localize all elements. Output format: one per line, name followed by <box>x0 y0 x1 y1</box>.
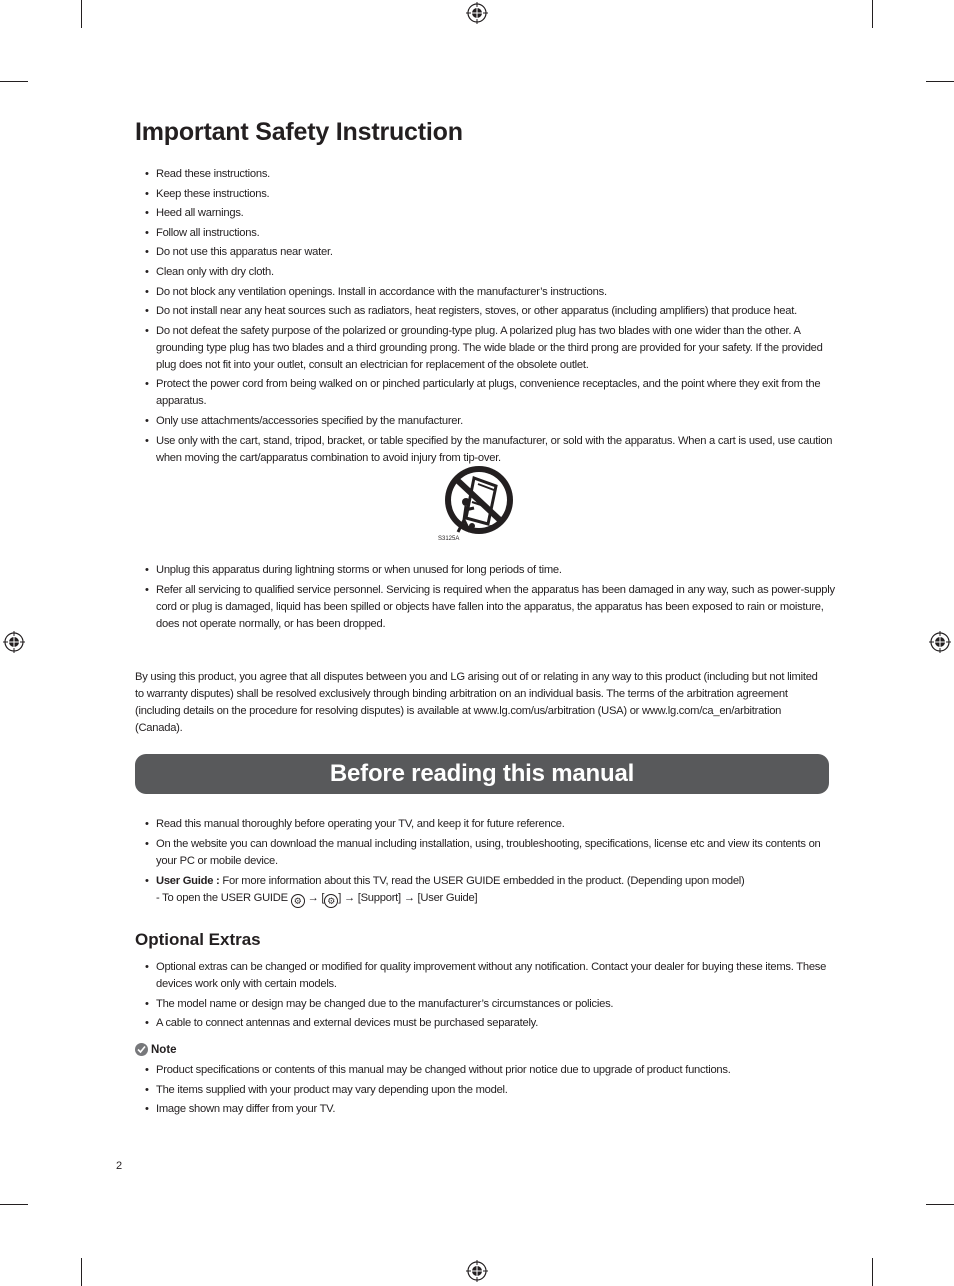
list-item: • Use only with the cart, stand, tripod, bracket, or table specified by the manufacturer, or sold with the apparatus. When a cart is used, use caution when moving the cart/apparatus combination to avoid injury from tip-over. <box>145 433 835 467</box>
crop-mark <box>926 81 954 82</box>
steps-path: ] → [Support] → [User Guide] <box>338 892 478 904</box>
list-item: • The model name or design may be changed due to the manufacturer’s circumstances or policies. <box>145 996 835 1013</box>
before-reading-banner <box>135 754 829 794</box>
crop-mark <box>872 1258 873 1286</box>
list-item: • The items supplied with your product may vary depending upon the model. <box>145 1082 835 1099</box>
list-item: • Keep these instructions. <box>145 186 835 203</box>
arbitration-paragraph: By using this product, you agree that all disputes between you and LG arising out of or relating in any way to this product (including but not limited to warranty disputes) shall be resolved exclusively through binding arbitration on an individual basis. The terms of the arbitration agreement (including details on the procedure for resolving disputes) is available at www.lg.com/us/arbitration (USA) or www.lg.com/ca_en/arbitration (Canada). <box>135 671 818 734</box>
banner-title: Before reading this manual <box>329 760 635 787</box>
registration-mark-icon <box>929 631 951 653</box>
list-item: • Unplug this apparatus during lightning storms or when unused for long periods of time. <box>145 562 835 579</box>
user-guide-steps <box>156 890 835 908</box>
steps-arrow: → [ <box>304 892 325 904</box>
user-guide-text: For more information about this TV, read the USER GUIDE embedded in the product. (Depending upon model) <box>219 875 745 887</box>
note-list <box>145 1062 835 1121</box>
note-label: Note <box>151 1043 177 1056</box>
crop-mark <box>0 1204 28 1205</box>
list-item-user-guide <box>145 873 835 908</box>
safety-list-2 <box>145 562 835 636</box>
list-item: • Heed all warnings. <box>145 205 835 222</box>
cart-warning-icon <box>436 462 518 542</box>
list-item: • Read this manual thoroughly before operating your TV, and keep it for future reference. <box>145 816 835 833</box>
list-item: • Protect the power cord from being walked on or pinched particularly at plugs, convenience receptacles, and the point where they exit from the apparatus. <box>145 376 835 410</box>
registration-mark-icon <box>466 1260 488 1282</box>
list-item: • On the website you can download the manual including installation, using, troubleshooting, specifications, license etc and view its contents on your PC or mobile device. <box>145 836 835 870</box>
list-item: • Optional extras can be changed or modified for quality improvement without any notification. Contact your dealer for buying these items. These devices work only with certain models. <box>145 959 835 993</box>
list-item: • Follow all instructions. <box>145 225 835 242</box>
list-item: • Read these instructions. <box>145 166 835 183</box>
list-item: • Refer all servicing to qualified service personnel. Servicing is required when the apparatus has been damaged in any way, such as power-supply cord or plug is damaged, liquid has been spilled or objects have fallen into the apparatus, the apparatus has been exposed to rain or moisture, does not operate normally, or has been dropped. <box>145 582 835 633</box>
list-item: • Do not block any ventilation openings. Install in accordance with the manufacturer’s instructions. <box>145 284 835 301</box>
list-item: • Product specifications or contents of this manual may be changed without prior notice due to upgrade of product functions. <box>145 1062 835 1079</box>
crop-mark <box>81 1258 82 1286</box>
gear-icon: ⚙ <box>324 894 338 908</box>
page-number: 2 <box>116 1160 123 1172</box>
registration-mark-icon <box>466 2 488 24</box>
optional-extras-list <box>145 959 835 1035</box>
check-icon <box>135 1043 148 1056</box>
list-item: • Do not use this apparatus near water. <box>145 244 835 261</box>
safety-list <box>145 166 835 469</box>
crop-mark <box>926 1204 954 1205</box>
crop-mark <box>81 0 82 28</box>
list-item: • Clean only with dry cloth. <box>145 264 835 281</box>
crop-mark <box>872 0 873 28</box>
list-item: • A cable to connect antennas and external devices must be purchased separately. <box>145 1015 835 1032</box>
list-item: • Do not defeat the safety purpose of the polarized or grounding-type plug. A polarized plug has two blades with one wider than the other. A grounding type plug has two blades and a third grounding prong. The wide blade or the third prong are provided for your safety. If the provided plug does not fit into your outlet, consult an electrician for replacement of the obsolete outlet. <box>145 323 835 374</box>
registration-mark-icon <box>3 631 25 653</box>
user-guide-label: User Guide : <box>156 875 220 887</box>
list-item: • Do not install near any heat sources such as radiators, heat registers, stoves, or other apparatus (including amplifiers) that produce heat. <box>145 303 835 320</box>
note-heading <box>135 1043 177 1056</box>
safety-title: Important Safety Instruction <box>135 118 463 146</box>
gear-icon: ⚙ <box>291 894 305 908</box>
crop-mark <box>0 81 28 82</box>
cart-label: S3125A <box>438 536 460 542</box>
before-reading-list <box>145 816 835 911</box>
list-item: • Only use attachments/accessories specified by the manufacturer. <box>145 413 835 430</box>
optional-extras-title: Optional Extras <box>135 930 261 949</box>
steps-prefix: - To open the USER GUIDE <box>156 892 288 904</box>
list-item: • Image shown may differ from your TV. <box>145 1101 835 1118</box>
